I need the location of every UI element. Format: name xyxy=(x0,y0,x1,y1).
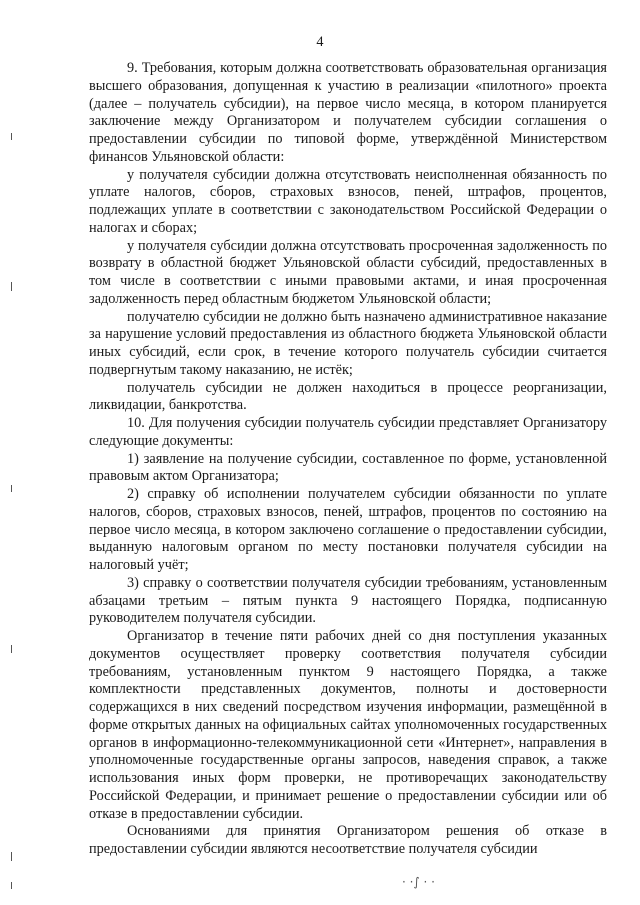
scan-artifact-mark xyxy=(11,852,12,861)
scan-artifact-mark xyxy=(11,882,12,889)
paragraph-no-overdue-debt: у получателя субсидии должна отсутствовать просроченная задолженность по возврату в областной бюджет Ульяновской области субсидий, предоставленных в том числе в соответствии с иными правовыми актами, и иная просроченная задолженность перед областным бюджетом Ульяновской области; xyxy=(89,237,607,307)
scan-artifact-mark xyxy=(11,645,12,653)
scan-artifact-smudge: · ·∫ · · xyxy=(402,875,435,889)
paragraph-document-1: 1) заявление на получение субсидии, составленное по форме, установленной правовым актом Организатора; xyxy=(89,450,607,485)
scan-artifact-mark xyxy=(11,485,12,492)
page-number: 4 xyxy=(316,34,324,50)
paragraph-refusal-grounds: Основаниями для принятия Организатором решения об отказе в предоставлении субсидии являются несоответствие получателя субсидии xyxy=(89,823,607,857)
paragraph-item-10: 10. Для получения субсидии получатель субсидии представляет Организатору следующие документы: xyxy=(89,415,607,449)
paragraph-document-3: 3) справку о соответствии получателя субсидии требованиям, установленным абзацами третьим – пятым пункта 9 настоящего Порядка, подписанную руководителем получателя субсидии. xyxy=(89,574,607,627)
paragraph-document-2: 2) справку об исполнении получателем субсидии обязанности по уплате налогов, сборов, страховых взносов, пеней, штрафов, процентов по состоянию на первое число месяца, в котором заключено соглашение о предоставлении субсидии, выданную налоговым органом по месту постановки получателя субсидии на налоговый учёт; xyxy=(89,486,607,573)
paragraph-no-tax-debt: у получателя субсидии должна отсутствовать неисполненная обязанность по уплате налогов, сборов, страховых взносов, пеней, штрафов, процентов, подлежащих уплате в соответствии с законодательством Российской Федерации о налогах и сборах; xyxy=(89,166,607,236)
scan-artifact-mark xyxy=(11,133,12,140)
paragraph-no-reorganization: получатель субсидии не должен находиться в процессе реорганизации, ликвидации, банкротства. xyxy=(89,379,607,414)
document-body xyxy=(89,60,607,859)
scan-artifact-mark xyxy=(11,282,12,291)
paragraph-organizer-check: Организатор в течение пяти рабочих дней со дня поступления указанных документов осуществляет проверку соответствия получателя субсидии требованиям, установленным пунктом 9 настоящего Порядка, а также комплектности представленных документов, полноты и достоверности содержащихся в них сведений посредством изучения информации, размещённой в форме открытых данных на официальных сайтах уполномоченных государственных органов в информационно-телекоммуникационной сети «Интернет», направления в уполномоченные государственные органы запросов, наведения справок, а также использования иных форм проверки, не противоречащих законодательству Российской Федерации, и принимает решение о предоставлении субсидии или об отказе в предоставлении субсидии. xyxy=(89,628,607,822)
paragraph-item-9: 9. Требования, которым должна соответствовать образовательная организация высшего образования, допущенная к участию в реализации «пилотного» проекта (далее – получатель субсидии), на первое число месяца, в котором планируется заключение между Организатором и получателем субсидии соглашения о предоставлении субсидии по типовой форме, утверждённой Министерством финансов Ульяновской области: xyxy=(89,60,607,165)
paragraph-no-administrative-penalty: получателю субсидии не должно быть назначено административное наказание за нарушение условий предоставления из областного бюджета Ульяновской области иных субсидий, если срок, в течение которого получатель субсидии считается подвергнутым такому наказанию, не истёк; xyxy=(89,308,607,378)
